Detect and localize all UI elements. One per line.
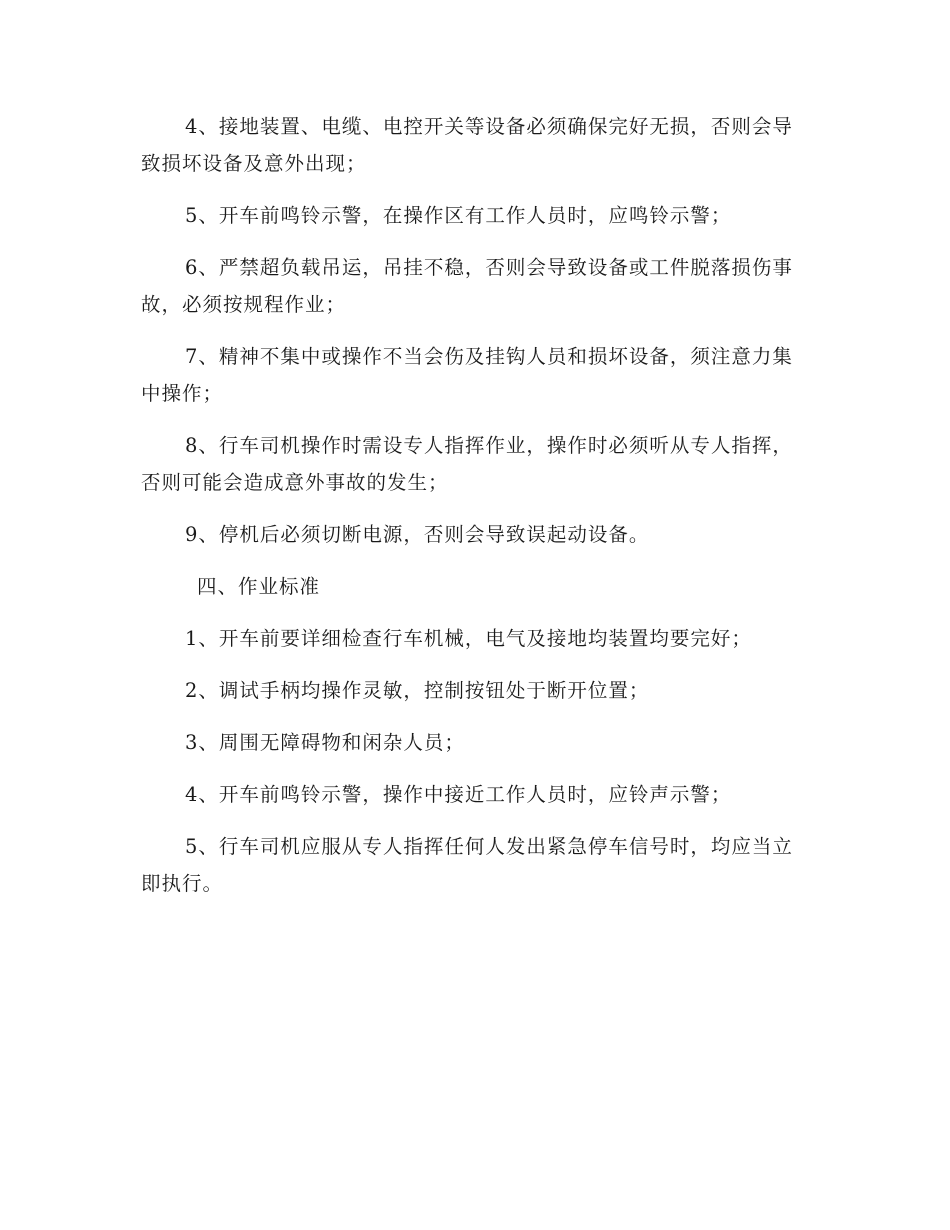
section-heading: 四、作业标准 [197, 575, 321, 598]
paragraph-item-7: 7、精神不集中或操作不当会伤及挂钩人员和损坏设备，须注意力集中操作； [141, 345, 793, 405]
paragraph-item-8: 8、行车司机操作时需设专人指挥作业，操作时必须听从专人指挥，否则可能会造成意外事故的发生； [141, 434, 793, 494]
paragraph-item-6: 6、严禁超负载吊运，吊挂不稳，否则会导致设备或工件脱落损伤事故，必须按规程作业； [141, 256, 793, 316]
paragraph-item-9: 9、停机后必须切断电源，否则会导致误起动设备。 [185, 523, 650, 546]
standard-item-4: 4、开车前鸣铃示警，操作中接近工作人员时，应铃声示警； [185, 783, 732, 806]
paragraph-item-5: 5、开车前鸣铃示警，在操作区有工作人员时，应鸣铃示警； [185, 204, 732, 227]
standard-item-1: 1、开车前要详细检查行车机械，电气及接地均装置均要完好； [185, 627, 752, 650]
standard-item-5: 5、行车司机应服从专人指挥任何人发出紧急停车信号时，均应当立即执行。 [141, 835, 793, 895]
standard-item-2: 2、调试手柄均操作灵敏，控制按钮处于断开位置； [185, 679, 650, 702]
document-page [141, 108, 805, 917]
standard-item-3: 3、周围无障碍物和闲杂人员； [185, 731, 465, 754]
paragraph-item-4: 4、接地装置、电缆、电控开关等设备必须确保完好无损，否则会导致损坏设备及意外出现； [141, 115, 793, 175]
